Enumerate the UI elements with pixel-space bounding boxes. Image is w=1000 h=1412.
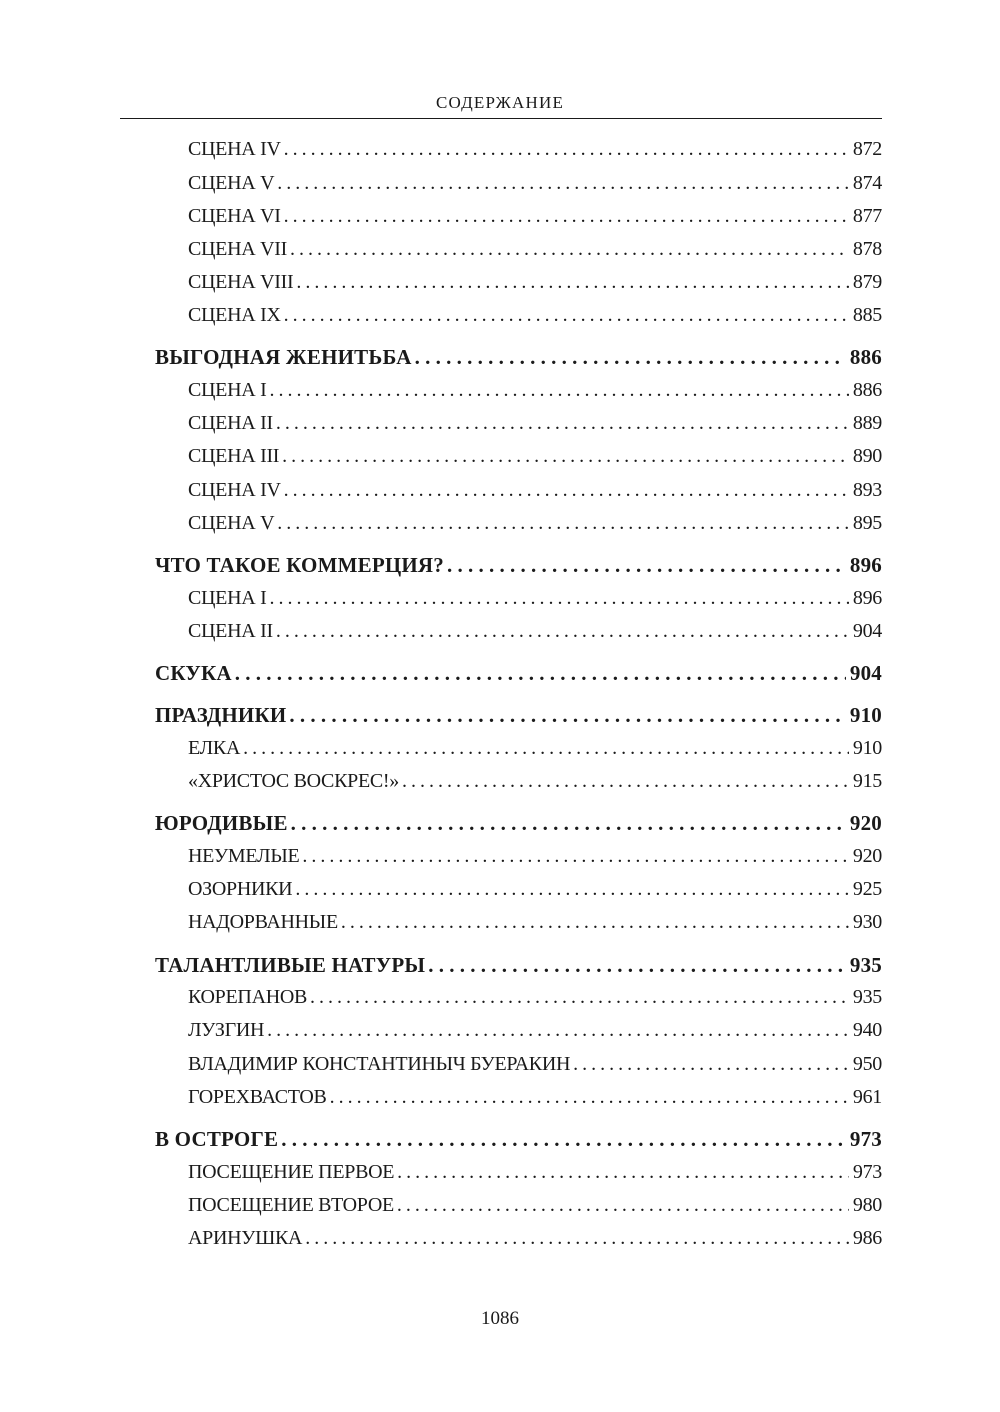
toc-entry (188, 445, 882, 468)
toc-entry-title: СЦЕНА IX (188, 304, 281, 326)
dot-leader (284, 479, 849, 502)
toc-entry-title: ПОСЕЩЕНИЕ ПЕРВОЕ (188, 1161, 395, 1183)
toc-entry-title: «ХРИСТОС ВОСКРЕС!» (188, 770, 399, 792)
dot-leader (415, 345, 846, 370)
toc-entry-page: 986 (852, 1227, 882, 1249)
toc-entry-title: СЦЕНА VI (188, 205, 281, 227)
dot-leader (302, 845, 849, 868)
dot-leader (235, 661, 846, 686)
dot-leader (397, 1194, 849, 1217)
dot-leader (269, 379, 848, 402)
toc-entry-page: 893 (852, 479, 882, 501)
dot-leader (282, 445, 849, 468)
toc-entry-title: ОЗОРНИКИ (188, 878, 293, 900)
toc-section-heading (155, 811, 882, 836)
toc-entry-title: В ОСТРОГЕ (155, 1127, 279, 1151)
toc-entry-title: КОРЕПАНОВ (188, 986, 308, 1008)
dot-leader (276, 620, 849, 643)
dot-leader (341, 911, 849, 934)
dot-leader (267, 1019, 849, 1042)
toc-entry-title: СКУКА (155, 661, 232, 685)
toc-entry-page: 896 (849, 553, 882, 577)
dot-leader (284, 304, 849, 327)
dot-leader (291, 811, 846, 836)
dot-leader (290, 238, 849, 261)
toc-entry (188, 1227, 882, 1250)
dot-leader (281, 1127, 846, 1152)
toc-entry-page: 872 (852, 138, 882, 160)
toc-entry-page: 950 (852, 1053, 882, 1075)
dot-leader (269, 587, 848, 610)
toc-entry-page: 910 (849, 703, 882, 727)
toc-entry (188, 379, 882, 402)
toc-entry-title: СЦЕНА VIII (188, 271, 294, 293)
toc-entry-page: 889 (852, 412, 882, 434)
toc-entry-page: 980 (852, 1194, 882, 1216)
toc-entry (188, 304, 882, 327)
toc-entry-title: ГОРЕХВАСТОВ (188, 1086, 327, 1108)
toc-section-heading (155, 1127, 882, 1152)
toc-entry-page: 910 (852, 737, 882, 759)
toc-entry-page: 885 (852, 304, 882, 326)
toc-section-heading (155, 345, 882, 370)
toc-entry (188, 911, 882, 934)
toc-entry (188, 479, 882, 502)
dot-leader (305, 1227, 849, 1250)
toc-entry-page: 874 (852, 172, 882, 194)
dot-leader (573, 1053, 849, 1076)
toc-entry-title: ЕЛКА (188, 737, 241, 759)
toc-entry (188, 1019, 882, 1042)
toc-entry-page: 878 (852, 238, 882, 260)
toc-entry-page: 915 (852, 770, 882, 792)
toc-entry-page: 920 (849, 811, 882, 835)
toc-entry (188, 271, 882, 294)
toc-section-heading (155, 553, 882, 578)
toc-entry-title: СЦЕНА V (188, 512, 275, 534)
toc-entry-page: 877 (852, 205, 882, 227)
toc-entry-title: ЛУЗГИН (188, 1019, 265, 1041)
toc-entry (188, 878, 882, 901)
dot-leader (428, 953, 846, 978)
dot-leader (330, 1086, 849, 1109)
toc-entry (188, 238, 882, 261)
toc-entry-page: 904 (849, 661, 882, 685)
toc-entry-page: 930 (852, 911, 882, 933)
toc-section-heading (155, 703, 882, 728)
toc-entry-title: СЦЕНА VII (188, 238, 287, 260)
toc-entry-page: 961 (852, 1086, 882, 1108)
dot-leader (277, 512, 849, 535)
toc-entry-page: 935 (852, 986, 882, 1008)
toc-entry (188, 412, 882, 435)
dot-leader (243, 737, 849, 760)
toc-entry-page: 925 (852, 878, 882, 900)
toc-entry-page: 920 (852, 845, 882, 867)
toc-entry-title: НЕУМЕЛЫЕ (188, 845, 300, 867)
toc-entry (188, 205, 882, 228)
toc-entry (188, 620, 882, 643)
toc-entry (188, 737, 882, 760)
dot-leader (284, 138, 849, 161)
dot-leader (277, 172, 849, 195)
toc-entry-page: 890 (852, 445, 882, 467)
toc-entry-title: СЦЕНА II (188, 412, 273, 434)
toc-entry (188, 138, 882, 161)
toc-entry (188, 587, 882, 610)
toc-entry (188, 1194, 882, 1217)
running-head: СОДЕРЖАНИЕ (435, 93, 565, 112)
dot-leader (296, 271, 849, 294)
dot-leader (276, 412, 849, 435)
toc-entry-title: ЮРОДИВЫЕ (155, 811, 288, 835)
toc-entry-title: ТАЛАНТЛИВЫЕ НАТУРЫ (155, 953, 426, 977)
dot-leader (447, 553, 846, 578)
toc-entry-title: СЦЕНА I (188, 587, 267, 609)
toc-entry-title: ПРАЗДНИКИ (155, 703, 287, 727)
toc-entry-page: 935 (849, 953, 882, 977)
toc-entry-title: СЦЕНА V (188, 172, 275, 194)
toc-entry-title: СЦЕНА I (188, 379, 267, 401)
toc-entry (188, 845, 882, 868)
dot-leader (289, 703, 845, 728)
dot-leader (397, 1161, 849, 1184)
toc-entry-title: ВЫГОДНАЯ ЖЕНИТЬБА (155, 345, 412, 369)
dot-leader (284, 205, 849, 228)
toc-entry (188, 1086, 882, 1109)
toc-entry-title: СЦЕНА II (188, 620, 273, 642)
toc-entry-title: ПОСЕЩЕНИЕ ВТОРОЕ (188, 1194, 394, 1216)
page-number: 1086 (481, 1308, 519, 1329)
dot-leader (295, 878, 849, 901)
toc-entry-title: ЧТО ТАКОЕ КОММЕРЦИЯ? (155, 553, 444, 577)
toc-entry (188, 172, 882, 195)
toc-entry-page: 879 (852, 271, 882, 293)
dot-leader (402, 770, 849, 793)
toc-entry-title: СЦЕНА III (188, 445, 280, 467)
toc-entry-page: 886 (852, 379, 882, 401)
dot-leader (310, 986, 849, 1009)
toc-entry (188, 512, 882, 535)
toc-entry (188, 986, 882, 1009)
toc-entry-title: ВЛАДИМИР КОНСТАНТИНЫЧ БУЕРАКИН (188, 1053, 571, 1075)
toc-entry-title: АРИНУШКА (188, 1227, 303, 1249)
toc-entry-page: 896 (852, 587, 882, 609)
toc-entry-title: СЦЕНА IV (188, 479, 281, 501)
toc-entry (188, 1053, 882, 1076)
toc-entry-page: 895 (852, 512, 882, 534)
toc-entry (188, 770, 882, 793)
toc-entry-page: 904 (852, 620, 882, 642)
toc-entry-title: СЦЕНА IV (188, 138, 281, 160)
toc-entry-page: 940 (852, 1019, 882, 1041)
toc-section-heading (155, 953, 882, 978)
toc-entry-page: 886 (849, 345, 882, 369)
toc-entry-page: 973 (849, 1127, 882, 1151)
toc-entry-page: 973 (852, 1161, 882, 1183)
toc-entry (188, 1161, 882, 1184)
toc-entry-title: НАДОРВАННЫЕ (188, 911, 338, 933)
toc-section-heading (155, 661, 882, 686)
